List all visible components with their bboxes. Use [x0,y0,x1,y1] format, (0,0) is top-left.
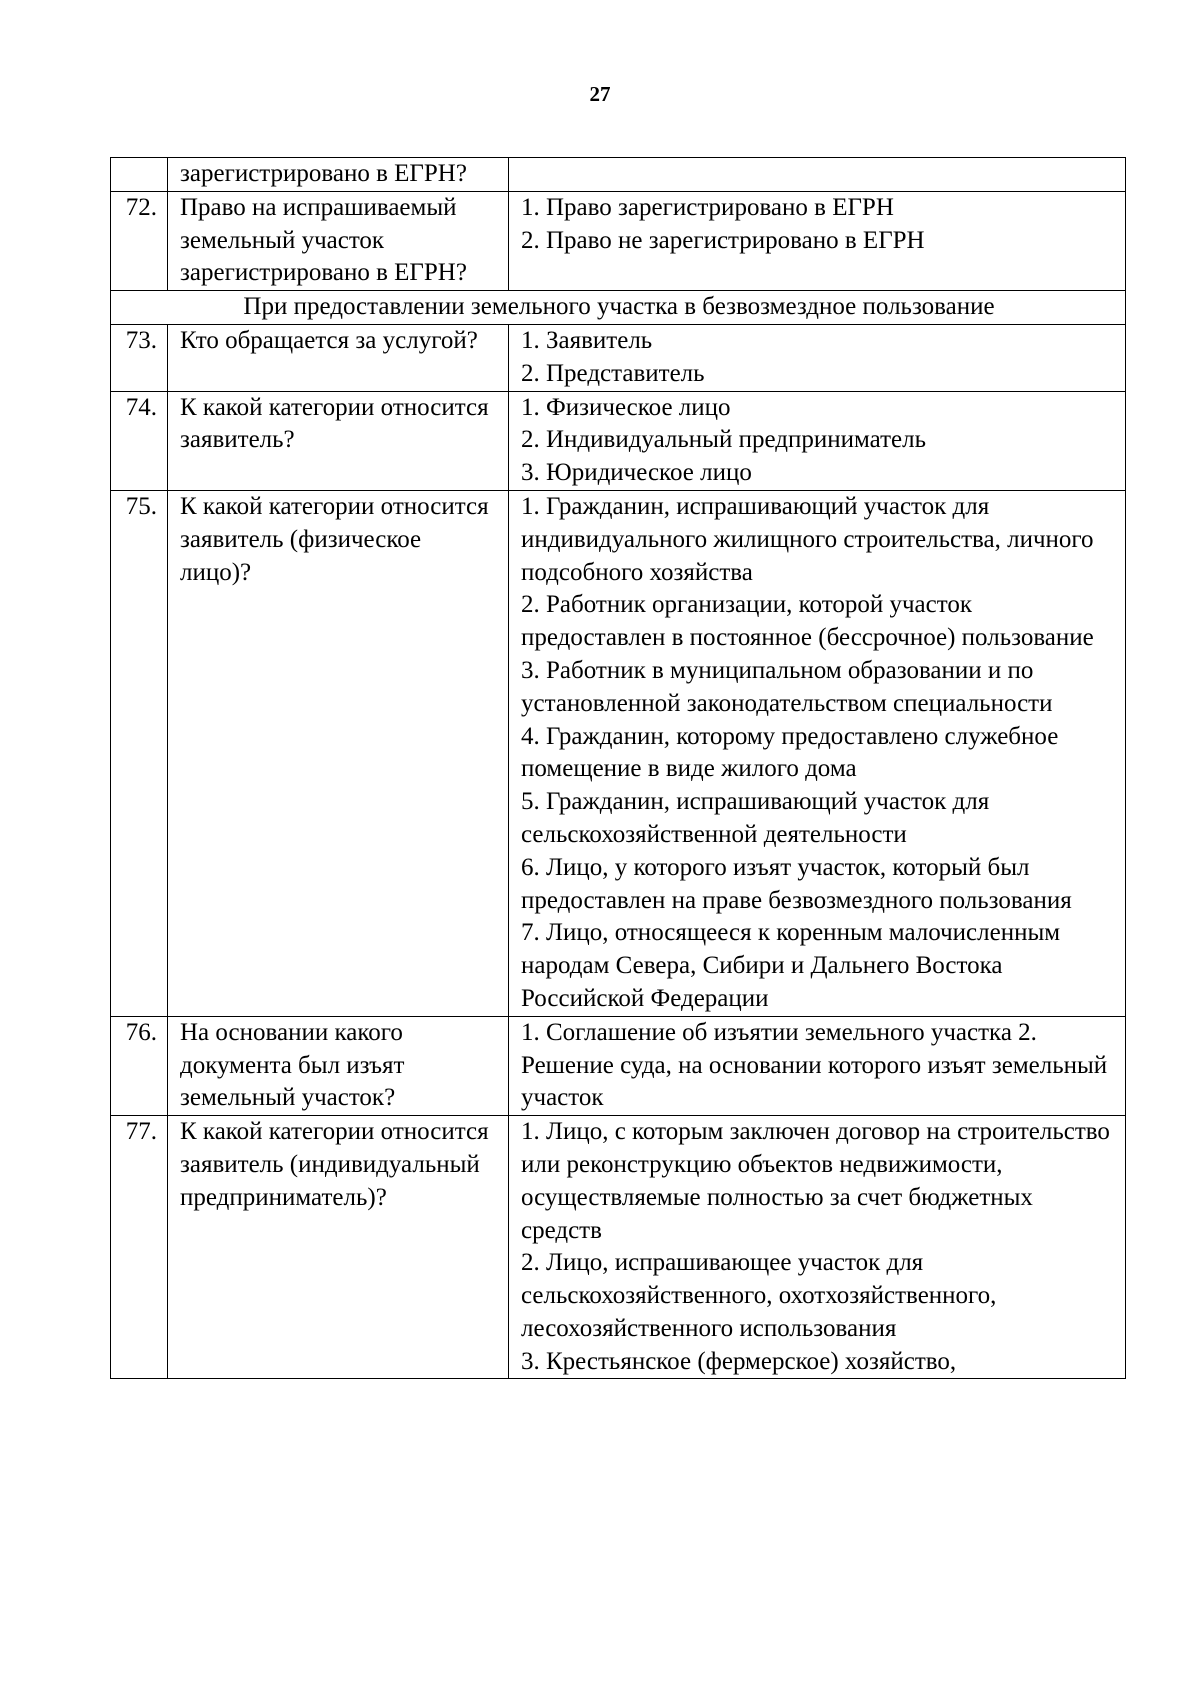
table-row [111,158,1126,192]
table-body-bottom [111,324,1126,1379]
answer-option: 6. Лицо, у которого изъят участок, который был предоставлен на праве безвозмездного пользования [521,853,1072,914]
table-row [111,191,1126,290]
answer-option: 1. Заявитель [521,326,653,354]
question-cell: На основании какого документа был изъят земельный участок? [168,1016,509,1115]
answer-option: 1. Физическое лицо [521,393,731,421]
question-cell: Право на испрашиваемый земельный участок зарегистрировано в ЕГРН? [168,191,509,290]
question-cell: К какой категории относится заявитель (физическое лицо)? [168,490,509,1016]
answer-option: 1. Лицо, с которым заключен договор на строительство или реконструкцию объектов недвижимости, осуществляемые полностью за счет бюджетных средств [521,1118,1110,1244]
answers-cell [509,490,1126,1016]
answer-option: 1. Соглашение об изъятии земельного участка 2. Решение суда, на основании которого изъят земельный участок [521,1018,1108,1112]
answer-option: 2. Работник организации, которой участок предоставлен в постоянное (бессрочное) пользование [521,591,1094,652]
page-number: 27 [589,82,611,106]
table-row [111,391,1126,490]
row-number: 72. [111,191,168,290]
answer-option: 2. Лицо, испрашивающее участок для сельскохозяйственного, охотхозяйственного, лесохозяйственного использования [521,1249,997,1342]
answer-option: 2. Право не зарегистрировано в ЕГРН [521,226,925,254]
answers-cell [509,158,1126,192]
answers-cell [509,324,1126,391]
question-cell: К какой категории относится заявитель? [168,391,509,490]
answer-option: 3. Работник в муниципальном образовании и по установленной законодательством специальности [521,656,1053,717]
section-header-row [111,291,1126,325]
answer-option: 1. Гражданин, испрашивающий участок для индивидуального жилищного строительства, личного подсобного хозяйства [521,492,1094,586]
answer-option: 7. Лицо, относящееся к коренным малочисленным народам Севера, Сибири и Дальнего Востока Российской Федерации [521,919,1061,1012]
row-number: 77. [111,1116,168,1379]
row-number: 75. [111,490,168,1016]
answer-option: 5. Гражданин, испрашивающий участок для сельскохозяйственной деятельности [521,788,990,848]
row-number: 74. [111,391,168,490]
answers-cell [509,1016,1126,1115]
question-cell: Кто обращается за услугой? [168,324,509,391]
answer-option: 3. Юридическое лицо [521,459,752,487]
answer-option: 4. Гражданин, которому предоставлено служебное помещение в виде жилого дома [521,722,1059,783]
questions-table [110,157,1126,1379]
table-row [111,1016,1126,1115]
answer-option: 3. Крестьянское (фермерское) хозяйство, [521,1347,957,1375]
table-row [111,324,1126,391]
answers-cell [509,191,1126,290]
section-header: При предоставлении земельного участка в безвозмездное пользование [111,291,1126,325]
row-number: 76. [111,1016,168,1115]
answer-option: 1. Право зарегистрировано в ЕГРН [521,193,894,221]
answer-option: 2. Индивидуальный предприниматель [521,426,926,454]
table-row [111,1116,1126,1379]
table-row [111,490,1126,1016]
row-number: 73. [111,324,168,391]
question-cell: зарегистрировано в ЕГРН? [168,158,509,192]
answers-cell [509,1116,1126,1379]
answers-cell [509,391,1126,490]
answer-option: 2. Представитель [521,359,705,387]
row-number [111,158,168,192]
section-header-body [111,291,1126,325]
table-body-top [111,158,1126,291]
question-cell: К какой категории относится заявитель (индивидуальный предприниматель)? [168,1116,509,1379]
